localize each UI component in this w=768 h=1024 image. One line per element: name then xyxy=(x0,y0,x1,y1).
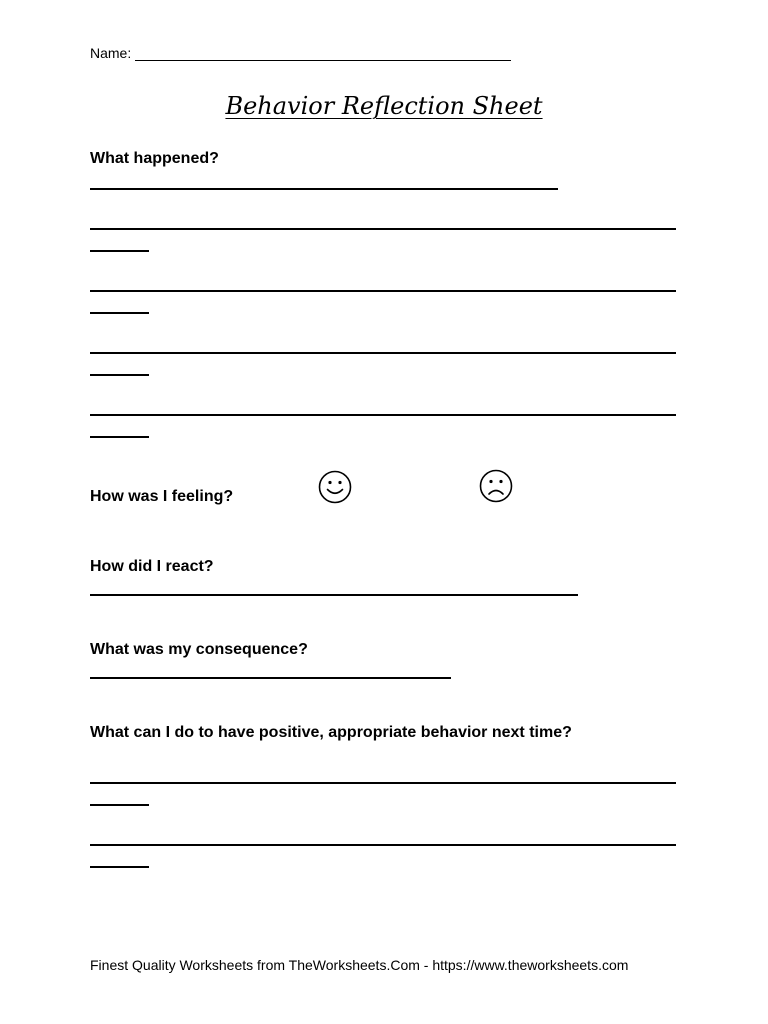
question-how-react: How did I react? xyxy=(90,558,214,575)
smiley-face-icon[interactable] xyxy=(318,470,352,504)
answer-line[interactable] xyxy=(90,290,676,292)
page-title xyxy=(0,92,768,120)
answer-line-stub[interactable] xyxy=(90,250,149,252)
question-how-feeling: How was I feeling? xyxy=(90,488,234,505)
answer-line-stub[interactable] xyxy=(90,312,149,314)
answer-line[interactable] xyxy=(90,594,578,596)
footer-credit: Finest Quality Worksheets from TheWorksheets.Com - https://www.theworksheets.com xyxy=(90,957,629,973)
answer-line[interactable] xyxy=(90,782,676,784)
answer-line-stub[interactable] xyxy=(90,374,149,376)
name-label: Name: xyxy=(90,45,132,61)
answer-line[interactable] xyxy=(90,677,451,679)
answer-line[interactable] xyxy=(90,352,676,354)
name-row xyxy=(90,45,511,61)
sad-face-icon[interactable] xyxy=(479,469,513,503)
answer-line[interactable] xyxy=(90,414,676,416)
question-consequence: What was my consequence? xyxy=(90,641,308,658)
answer-line-stub[interactable] xyxy=(90,804,149,806)
page-title-text: Behavior Reflection Sheet xyxy=(225,92,543,120)
answer-line[interactable] xyxy=(90,188,558,190)
question-what-happened: What happened? xyxy=(90,150,219,167)
question-positive-behavior: What can I do to have positive, appropriate behavior next time? xyxy=(90,724,572,741)
answer-line[interactable] xyxy=(90,228,676,230)
answer-line-stub[interactable] xyxy=(90,866,149,868)
name-field[interactable] xyxy=(135,46,511,61)
answer-line[interactable] xyxy=(90,844,676,846)
answer-line-stub[interactable] xyxy=(90,436,149,438)
